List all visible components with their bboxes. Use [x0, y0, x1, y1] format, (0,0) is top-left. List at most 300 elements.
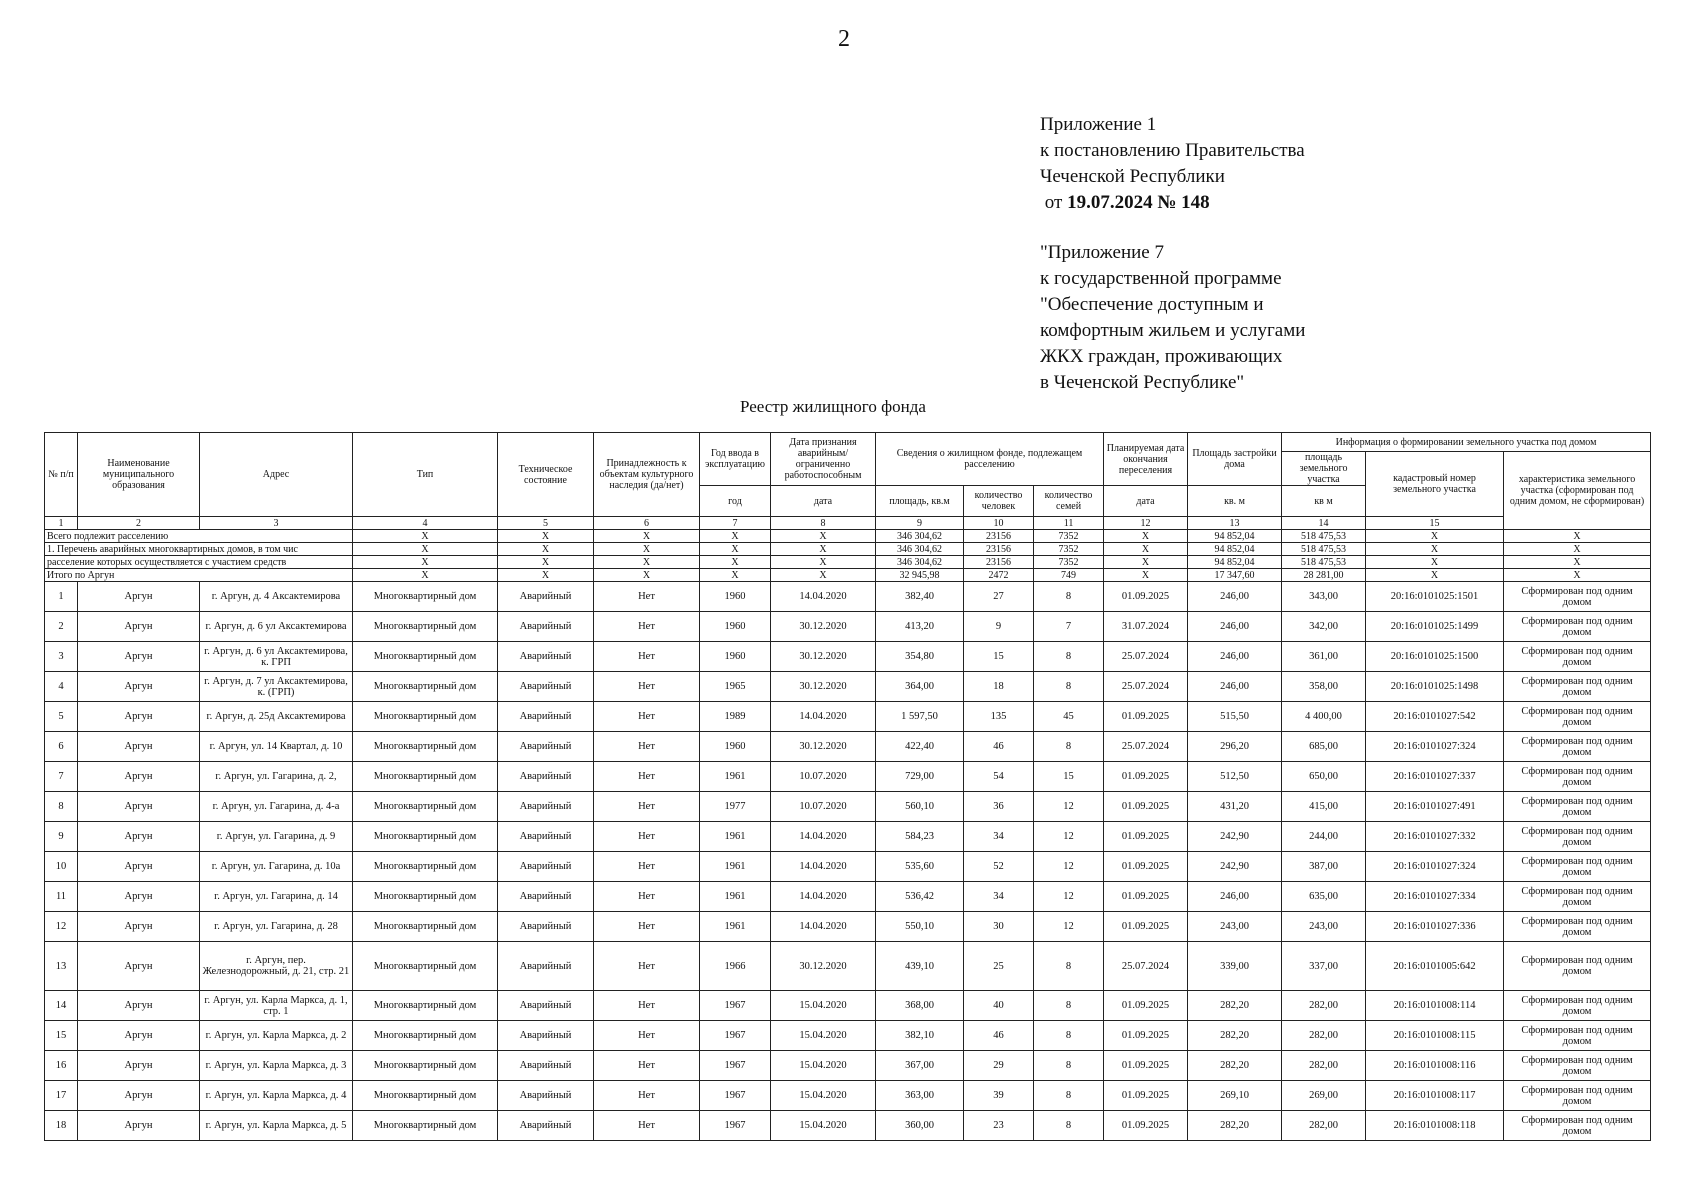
type-cell: Многоквартирный дом	[353, 991, 498, 1021]
recognition-date-cell: 15.04.2020	[771, 1081, 876, 1111]
land-char-cell: Сформирован под одним домом	[1504, 1111, 1651, 1141]
type-cell: Многоквартирный дом	[353, 912, 498, 942]
cadastral-cell: 20:16:0101027:491	[1366, 792, 1504, 822]
header-type: Тип	[353, 433, 498, 517]
year-cell: 1966	[700, 942, 771, 991]
heritage-cell: Нет	[594, 852, 700, 882]
heritage-cell: Нет	[594, 642, 700, 672]
building-area-cell: 242,90	[1188, 852, 1282, 882]
land-char-cell: Сформирован под одним домом	[1504, 792, 1651, 822]
land-char-cell: Сформирован под одним домом	[1504, 702, 1651, 732]
land-area-cell: 4 400,00	[1282, 702, 1366, 732]
municipality-cell: Аргун	[78, 991, 200, 1021]
area-cell: 550,10	[876, 912, 964, 942]
people-cell: 52	[964, 852, 1034, 882]
land-area-cell: 387,00	[1282, 852, 1366, 882]
address-cell: г. Аргун, ул. Гагарина, д. 4-а	[200, 792, 353, 822]
area-cell: 364,00	[876, 672, 964, 702]
year-cell: 1960	[700, 732, 771, 762]
land-area-cell: 343,00	[1282, 582, 1366, 612]
land-char-cell: Сформирован под одним домом	[1504, 672, 1651, 702]
land-char-cell: Сформирован под одним домом	[1504, 1081, 1651, 1111]
planned-date-cell: 01.09.2025	[1104, 852, 1188, 882]
summary-row	[45, 556, 1651, 569]
cadastral-cell: 20:16:0101027:332	[1366, 822, 1504, 852]
row-number: 1	[45, 582, 78, 612]
header-year-group: Год ввода в эксплуатацию	[700, 433, 771, 486]
cadastral-cell: 20:16:0101027:542	[1366, 702, 1504, 732]
summary-cell: X	[594, 543, 700, 556]
heritage-cell: Нет	[594, 612, 700, 642]
table-row	[45, 732, 1651, 762]
families-cell: 7	[1034, 612, 1104, 642]
summary-cell: 2472	[964, 569, 1034, 582]
year-cell: 1967	[700, 1081, 771, 1111]
table-row	[45, 912, 1651, 942]
land-char-cell: Сформирован под одним домом	[1504, 852, 1651, 882]
land-char-cell: Сформирован под одним домом	[1504, 612, 1651, 642]
planned-date-cell: 01.09.2025	[1104, 882, 1188, 912]
summary-cell: 346 304,62	[876, 556, 964, 569]
table-row	[45, 852, 1651, 882]
header-year-sub: год	[700, 486, 771, 517]
recognition-date-cell: 14.04.2020	[771, 702, 876, 732]
recognition-date-cell: 14.04.2020	[771, 822, 876, 852]
date-prefix: от	[1044, 192, 1068, 213]
type-cell: Многоквартирный дом	[353, 882, 498, 912]
column-number: 4	[353, 517, 498, 530]
recognition-date-cell: 30.12.2020	[771, 732, 876, 762]
column-number: 1	[45, 517, 78, 530]
summary-cell: X	[594, 556, 700, 569]
summary-cell: X	[1104, 556, 1188, 569]
municipality-cell: Аргун	[78, 942, 200, 991]
land-char-cell: Сформирован под одним домом	[1504, 732, 1651, 762]
row-number: 9	[45, 822, 78, 852]
tech-state-cell: Аварийный	[498, 582, 594, 612]
header-land-area-group: площадь земельного участка	[1282, 452, 1366, 486]
planned-date-cell: 31.07.2024	[1104, 612, 1188, 642]
header-land-area-sub: кв м	[1282, 486, 1366, 517]
recognition-date-cell: 15.04.2020	[771, 1051, 876, 1081]
year-cell: 1961	[700, 852, 771, 882]
year-cell: 1961	[700, 822, 771, 852]
tech-state-cell: Аварийный	[498, 882, 594, 912]
land-area-cell: 337,00	[1282, 942, 1366, 991]
people-cell: 54	[964, 762, 1034, 792]
summary-cell: X	[700, 543, 771, 556]
summary-cell: X	[1504, 543, 1651, 556]
row-number: 2	[45, 612, 78, 642]
summary-rows	[45, 530, 1651, 582]
row-number: 13	[45, 942, 78, 991]
land-char-cell: Сформирован под одним домом	[1504, 991, 1651, 1021]
planned-date-cell: 25.07.2024	[1104, 732, 1188, 762]
cadastral-cell: 20:16:0101025:1498	[1366, 672, 1504, 702]
land-area-cell: 342,00	[1282, 612, 1366, 642]
summary-cell: 23156	[964, 543, 1034, 556]
header-building-area-group: Площадь застройки дома	[1188, 433, 1282, 486]
tech-state-cell: Аварийный	[498, 732, 594, 762]
tech-state-cell: Аварийный	[498, 822, 594, 852]
year-cell: 1967	[700, 1021, 771, 1051]
cadastral-cell: 20:16:0101027:324	[1366, 852, 1504, 882]
recognition-date-cell: 30.12.2020	[771, 642, 876, 672]
heritage-cell: Нет	[594, 672, 700, 702]
recognition-date-cell: 30.12.2020	[771, 612, 876, 642]
summary-cell: X	[700, 530, 771, 543]
families-cell: 8	[1034, 942, 1104, 991]
municipality-cell: Аргун	[78, 1081, 200, 1111]
table-row	[45, 1051, 1651, 1081]
address-cell: г. Аргун, ул. Карла Маркса, д. 2	[200, 1021, 353, 1051]
table-row	[45, 1081, 1651, 1111]
families-cell: 8	[1034, 1021, 1104, 1051]
type-cell: Многоквартирный дом	[353, 612, 498, 642]
summary-label: Всего подлежит расселению	[45, 530, 353, 543]
land-char-cell: Сформирован под одним домом	[1504, 912, 1651, 942]
municipality-cell: Аргун	[78, 852, 200, 882]
cadastral-cell: 20:16:0101027:336	[1366, 912, 1504, 942]
table-row	[45, 612, 1651, 642]
planned-date-cell: 01.09.2025	[1104, 991, 1188, 1021]
building-area-cell: 282,20	[1188, 1051, 1282, 1081]
heritage-cell: Нет	[594, 822, 700, 852]
area-cell: 729,00	[876, 762, 964, 792]
tech-state-cell: Аварийный	[498, 702, 594, 732]
land-char-cell: Сформирован под одним домом	[1504, 642, 1651, 672]
appendix-1-line: Приложение 1	[1040, 114, 1157, 135]
heritage-cell: Нет	[594, 882, 700, 912]
table-row	[45, 642, 1651, 672]
type-cell: Многоквартирный дом	[353, 582, 498, 612]
type-cell: Многоквартирный дом	[353, 762, 498, 792]
row-number: 18	[45, 1111, 78, 1141]
land-area-cell: 361,00	[1282, 642, 1366, 672]
heritage-cell: Нет	[594, 732, 700, 762]
year-cell: 1960	[700, 612, 771, 642]
year-cell: 1961	[700, 912, 771, 942]
land-area-cell: 282,00	[1282, 1021, 1366, 1051]
municipality-cell: Аргун	[78, 792, 200, 822]
planned-date-cell: 25.07.2024	[1104, 942, 1188, 991]
address-cell: г. Аргун, д. 6 ул Аксактемирова	[200, 612, 353, 642]
recognition-date-cell: 10.07.2020	[771, 792, 876, 822]
type-cell: Многоквартирный дом	[353, 732, 498, 762]
families-cell: 12	[1034, 822, 1104, 852]
summary-label: расселение которых осуществляется с участием средств	[45, 556, 353, 569]
area-cell: 354,80	[876, 642, 964, 672]
recognition-date-cell: 30.12.2020	[771, 672, 876, 702]
planned-date-cell: 25.07.2024	[1104, 672, 1188, 702]
building-area-cell: 243,00	[1188, 912, 1282, 942]
summary-label: 1. Перечень аварийных многоквартирных домов, в том чис	[45, 543, 353, 556]
year-cell: 1960	[700, 642, 771, 672]
summary-cell: X	[771, 569, 876, 582]
municipality-cell: Аргун	[78, 1021, 200, 1051]
planned-date-cell: 01.09.2025	[1104, 1081, 1188, 1111]
summary-cell: X	[498, 530, 594, 543]
summary-cell: X	[1366, 530, 1504, 543]
tech-state-cell: Аварийный	[498, 1111, 594, 1141]
cadastral-cell: 20:16:0101008:116	[1366, 1051, 1504, 1081]
summary-cell: X	[1104, 530, 1188, 543]
families-cell: 12	[1034, 912, 1104, 942]
summary-row	[45, 543, 1651, 556]
row-number: 12	[45, 912, 78, 942]
families-cell: 45	[1034, 702, 1104, 732]
address-cell: г. Аргун, ул. Гагарина, д. 14	[200, 882, 353, 912]
header-land-group: Информация о формировании земельного участка под домом	[1282, 433, 1651, 452]
header-cadastral: кадастровый номер земельного участка	[1366, 452, 1504, 517]
appendix-1-date	[1040, 190, 1305, 216]
cadastral-cell: 20:16:0101025:1501	[1366, 582, 1504, 612]
cadastral-cell: 20:16:0101027:324	[1366, 732, 1504, 762]
heritage-cell: Нет	[594, 991, 700, 1021]
people-cell: 15	[964, 642, 1034, 672]
municipality-cell: Аргун	[78, 642, 200, 672]
appendix-7-line: "Обеспечение доступным и	[1040, 294, 1264, 315]
cadastral-cell: 20:16:0101025:1500	[1366, 642, 1504, 672]
summary-cell: X	[353, 556, 498, 569]
summary-cell: 518 475,53	[1282, 530, 1366, 543]
tech-state-cell: Аварийный	[498, 762, 594, 792]
people-cell: 27	[964, 582, 1034, 612]
planned-date-cell: 01.09.2025	[1104, 792, 1188, 822]
header-area-sub: площадь, кв.м	[876, 486, 964, 517]
area-cell: 439,10	[876, 942, 964, 991]
header-people-sub: количество человек	[964, 486, 1034, 517]
summary-cell: X	[498, 543, 594, 556]
row-number: 3	[45, 642, 78, 672]
people-cell: 39	[964, 1081, 1034, 1111]
land-char-cell: Сформирован под одним домом	[1504, 942, 1651, 991]
header-land-char: характеристика земельного участка (сформирован под одним домом, не сформирован)	[1504, 452, 1651, 530]
column-number: 3	[200, 517, 353, 530]
year-cell: 1960	[700, 582, 771, 612]
building-area-cell: 282,20	[1188, 991, 1282, 1021]
row-number: 14	[45, 991, 78, 1021]
tech-state-cell: Аварийный	[498, 1021, 594, 1051]
heritage-cell: Нет	[594, 1081, 700, 1111]
families-cell: 8	[1034, 991, 1104, 1021]
header-planned-sub: дата	[1104, 486, 1188, 517]
address-cell: г. Аргун, ул. Гагарина, д. 10а	[200, 852, 353, 882]
housing-registry-table	[44, 432, 1651, 1141]
families-cell: 8	[1034, 642, 1104, 672]
year-cell: 1967	[700, 991, 771, 1021]
summary-cell: 94 852,04	[1188, 530, 1282, 543]
summary-cell: 518 475,53	[1282, 543, 1366, 556]
heritage-cell: Нет	[594, 1051, 700, 1081]
cadastral-cell: 20:16:0101008:118	[1366, 1111, 1504, 1141]
building-area-cell: 269,10	[1188, 1081, 1282, 1111]
building-area-cell: 296,20	[1188, 732, 1282, 762]
land-char-cell: Сформирован под одним домом	[1504, 582, 1651, 612]
heritage-cell: Нет	[594, 942, 700, 991]
families-cell: 8	[1034, 1111, 1104, 1141]
summary-row	[45, 530, 1651, 543]
summary-cell: X	[700, 569, 771, 582]
families-cell: 8	[1034, 1051, 1104, 1081]
planned-date-cell: 01.09.2025	[1104, 822, 1188, 852]
row-number: 15	[45, 1021, 78, 1051]
recognition-date-cell: 10.07.2020	[771, 762, 876, 792]
header-heritage: Принадлежность к объектам культурного наследия (да/нет)	[594, 433, 700, 517]
heritage-cell: Нет	[594, 762, 700, 792]
type-cell: Многоквартирный дом	[353, 1051, 498, 1081]
column-number: 15	[1366, 517, 1504, 530]
tech-state-cell: Аварийный	[498, 852, 594, 882]
people-cell: 23	[964, 1111, 1034, 1141]
type-cell: Многоквартирный дом	[353, 1111, 498, 1141]
address-cell: г. Аргун, д. 25д Аксактемирова	[200, 702, 353, 732]
summary-cell: 346 304,62	[876, 543, 964, 556]
summary-cell: 7352	[1034, 556, 1104, 569]
column-number: 7	[700, 517, 771, 530]
address-cell: г. Аргун, ул. Гагарина, д. 2,	[200, 762, 353, 792]
column-number: 14	[1282, 517, 1366, 530]
year-cell: 1967	[700, 1051, 771, 1081]
heritage-cell: Нет	[594, 792, 700, 822]
building-area-cell: 246,00	[1188, 882, 1282, 912]
type-cell: Многоквартирный дом	[353, 642, 498, 672]
area-cell: 382,10	[876, 1021, 964, 1051]
appendix-7-line: комфортным жильем и услугами	[1040, 320, 1306, 341]
heritage-cell: Нет	[594, 582, 700, 612]
column-number: 13	[1188, 517, 1282, 530]
families-cell: 15	[1034, 762, 1104, 792]
header-planned-group: Планируемая дата окончания переселения	[1104, 433, 1188, 486]
year-cell: 1965	[700, 672, 771, 702]
families-cell: 8	[1034, 732, 1104, 762]
table-row	[45, 762, 1651, 792]
cadastral-cell: 20:16:0101027:337	[1366, 762, 1504, 792]
table-row	[45, 672, 1651, 702]
people-cell: 18	[964, 672, 1034, 702]
table-row	[45, 1111, 1651, 1141]
building-area-cell: 246,00	[1188, 642, 1282, 672]
column-number: 9	[876, 517, 964, 530]
summary-cell: X	[1504, 556, 1651, 569]
planned-date-cell: 01.09.2025	[1104, 1021, 1188, 1051]
column-number: 2	[78, 517, 200, 530]
summary-cell: 17 347,60	[1188, 569, 1282, 582]
municipality-cell: Аргун	[78, 702, 200, 732]
address-cell: г. Аргун, ул. Карла Маркса, д. 1, стр. 1	[200, 991, 353, 1021]
summary-cell: 518 475,53	[1282, 556, 1366, 569]
area-cell: 560,10	[876, 792, 964, 822]
recognition-date-cell: 30.12.2020	[771, 942, 876, 991]
families-cell: 8	[1034, 1081, 1104, 1111]
summary-cell: X	[353, 530, 498, 543]
appendix-7-block	[1040, 240, 1305, 396]
summary-cell: X	[1504, 530, 1651, 543]
summary-cell: 94 852,04	[1188, 556, 1282, 569]
summary-cell: X	[594, 530, 700, 543]
data-rows	[45, 582, 1651, 1141]
table-row	[45, 822, 1651, 852]
summary-cell: 346 304,62	[876, 530, 964, 543]
people-cell: 29	[964, 1051, 1034, 1081]
header-building-area-sub: кв. м	[1188, 486, 1282, 517]
row-number: 16	[45, 1051, 78, 1081]
people-cell: 46	[964, 732, 1034, 762]
area-cell: 536,42	[876, 882, 964, 912]
area-cell: 413,20	[876, 612, 964, 642]
appendix-7-line: в Чеченской Республике"	[1040, 372, 1245, 393]
summary-cell: 32 945,98	[876, 569, 964, 582]
tech-state-cell: Аварийный	[498, 672, 594, 702]
appendix-7-line: к государственной программе	[1040, 268, 1282, 289]
row-number: 8	[45, 792, 78, 822]
year-cell: 1961	[700, 882, 771, 912]
land-area-cell: 650,00	[1282, 762, 1366, 792]
building-area-cell: 242,90	[1188, 822, 1282, 852]
land-area-cell: 358,00	[1282, 672, 1366, 702]
cadastral-cell: 20:16:0101025:1499	[1366, 612, 1504, 642]
recognition-date-cell: 14.04.2020	[771, 852, 876, 882]
summary-cell: 94 852,04	[1188, 543, 1282, 556]
column-number: 11	[1034, 517, 1104, 530]
cadastral-cell: 20:16:0101005:642	[1366, 942, 1504, 991]
row-number: 4	[45, 672, 78, 702]
type-cell: Многоквартирный дом	[353, 1021, 498, 1051]
row-number: 17	[45, 1081, 78, 1111]
building-area-cell: 512,50	[1188, 762, 1282, 792]
summary-cell: X	[498, 556, 594, 569]
row-number: 10	[45, 852, 78, 882]
table-row	[45, 991, 1651, 1021]
land-area-cell: 635,00	[1282, 882, 1366, 912]
municipality-cell: Аргун	[78, 732, 200, 762]
table-row	[45, 582, 1651, 612]
summary-cell: X	[1366, 569, 1504, 582]
header-recognition-group: Дата признания аварийным/ограниченно работоспособным	[771, 433, 876, 486]
municipality-cell: Аргун	[78, 612, 200, 642]
summary-row	[45, 569, 1651, 582]
summary-cell: 28 281,00	[1282, 569, 1366, 582]
year-cell: 1977	[700, 792, 771, 822]
summary-cell: X	[700, 556, 771, 569]
municipality-cell: Аргун	[78, 762, 200, 792]
area-cell: 584,23	[876, 822, 964, 852]
heritage-cell: Нет	[594, 912, 700, 942]
column-number: 10	[964, 517, 1034, 530]
cadastral-cell: 20:16:0101008:115	[1366, 1021, 1504, 1051]
summary-cell: 23156	[964, 530, 1034, 543]
summary-cell: 23156	[964, 556, 1034, 569]
summary-cell: X	[1504, 569, 1651, 582]
people-cell: 34	[964, 822, 1034, 852]
municipality-cell: Аргун	[78, 672, 200, 702]
address-cell: г. Аргун, д. 7 ул Аксактемирова, к. (ГРП)	[200, 672, 353, 702]
address-cell: г. Аргун, ул. Гагарина, д. 28	[200, 912, 353, 942]
area-cell: 363,00	[876, 1081, 964, 1111]
recognition-date-cell: 14.04.2020	[771, 912, 876, 942]
type-cell: Многоквартирный дом	[353, 822, 498, 852]
recognition-date-cell: 15.04.2020	[771, 991, 876, 1021]
appendix-1-line: к постановлению Правительства	[1040, 140, 1305, 161]
year-cell: 1967	[700, 1111, 771, 1141]
land-char-cell: Сформирован под одним домом	[1504, 762, 1651, 792]
municipality-cell: Аргун	[78, 1051, 200, 1081]
planned-date-cell: 01.09.2025	[1104, 1111, 1188, 1141]
people-cell: 135	[964, 702, 1034, 732]
area-cell: 382,40	[876, 582, 964, 612]
column-number-row	[45, 517, 1651, 530]
tech-state-cell: Аварийный	[498, 991, 594, 1021]
